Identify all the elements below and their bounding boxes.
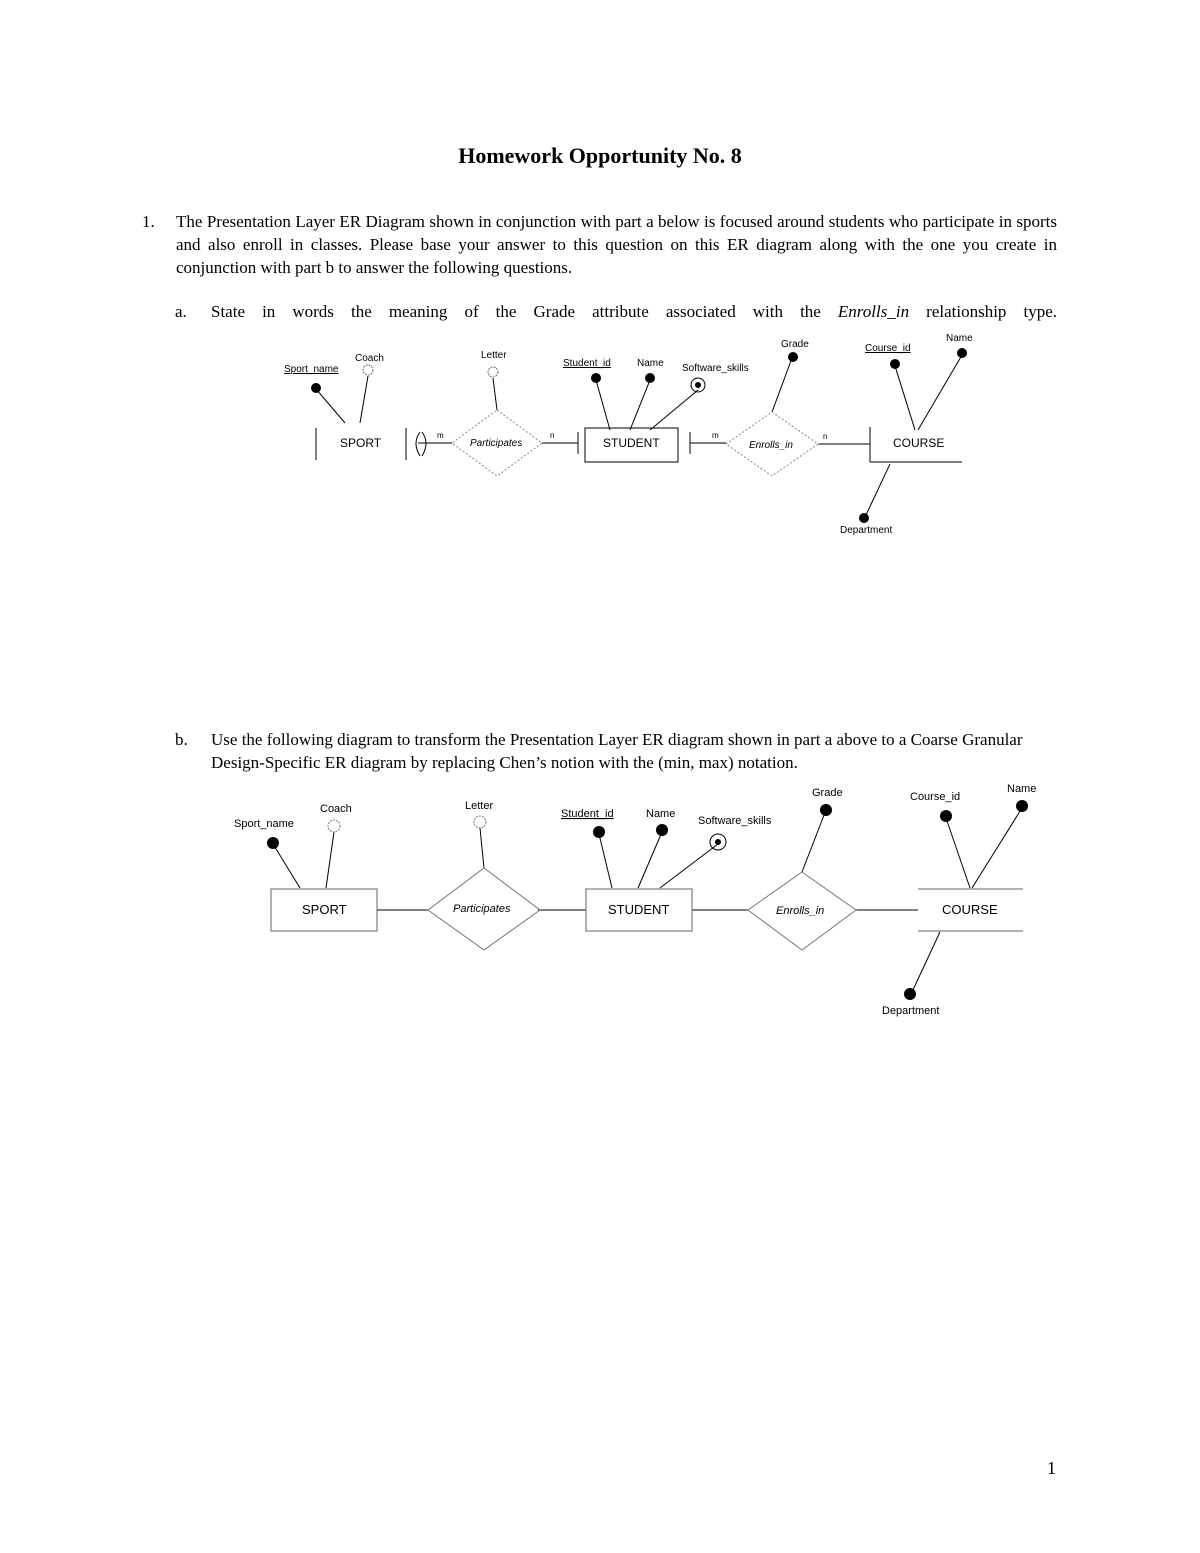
relationship-enrolls-in: Enrolls_in (776, 905, 825, 917)
part-b-text: Use the following diagram to transform the Presentation Layer ER diagram shown in part a above to a Coarse Granular Design-Specific ER diagram by replacing Chen’s notion with the (min, max) notation. (211, 730, 1023, 772)
attr-line (326, 832, 334, 888)
attr-line (480, 828, 484, 868)
part-b (175, 728, 1057, 774)
cardinality-label: n (550, 431, 555, 440)
attr-line (316, 389, 345, 423)
attr-department: Department (882, 1005, 940, 1017)
attr-course-name: Name (946, 333, 973, 344)
attr-sport-name: Sport_name (284, 364, 339, 375)
attr-grade: Grade (781, 339, 809, 350)
attr-software-skills: Software_skills (698, 815, 772, 827)
relationship-enrolls-in: Enrolls_in (749, 440, 793, 451)
letter-attr-icon (488, 367, 498, 377)
attr-line (599, 834, 612, 888)
attr-line (895, 366, 915, 430)
attr-coach: Coach (320, 803, 352, 815)
page-title: Homework Opportunity No. 8 (458, 143, 742, 168)
sport-name-key-icon (311, 383, 321, 393)
cardinality-label: n (823, 432, 828, 441)
attr-line (273, 844, 300, 888)
attr-software-skills: Software_skills (682, 363, 749, 374)
student-id-key-icon (591, 373, 601, 383)
attr-student-id: Student_id (563, 358, 611, 369)
student-id-key-icon (593, 826, 605, 838)
relationship-participates: Participates (453, 903, 511, 915)
entity-course: COURSE (893, 436, 945, 450)
attr-letter: Letter (465, 800, 494, 812)
part-a-text-before: State in words the meaning of the Grade attribute associated with the (211, 302, 821, 321)
grade-attr-icon (820, 804, 832, 816)
attr-name: Name (637, 358, 664, 369)
name-attr-icon (645, 373, 655, 383)
attr-line (660, 844, 718, 888)
entity-course: COURSE (942, 902, 998, 917)
attr-line (596, 380, 610, 430)
attr-course-name: Name (1007, 783, 1037, 795)
attr-coach: Coach (355, 353, 384, 364)
page-number: 1 (1047, 1458, 1056, 1478)
attr-line (772, 358, 792, 412)
attr-sport-name: Sport_name (234, 818, 294, 830)
part-a-label: a. (175, 302, 187, 321)
attr-line (802, 810, 826, 872)
attr-course-id: Course_id (910, 791, 961, 803)
part-a-text-after: relationship type. (926, 302, 1058, 321)
question-number: 1. (142, 212, 155, 231)
attr-line (638, 832, 662, 888)
attr-grade: Grade (812, 787, 843, 799)
sport-name-key-icon (267, 837, 279, 849)
attr-line (360, 376, 368, 423)
er-diagram-b (0, 780, 1200, 1030)
attr-line (493, 378, 497, 410)
attr-line (972, 808, 1022, 888)
attr-line (912, 932, 940, 992)
grade-attr-icon (788, 352, 798, 362)
cardinality-label: m (437, 431, 444, 440)
attr-line (630, 380, 650, 430)
coach-attr-icon (363, 365, 373, 375)
attr-line (866, 464, 890, 515)
attr-course-id: Course_id (865, 343, 911, 354)
er-diagram-a (0, 320, 1200, 550)
course-name-attr-icon (1016, 800, 1028, 812)
entity-student: STUDENT (603, 436, 660, 450)
part-b-label: b. (175, 730, 188, 749)
department-attr-icon (859, 513, 869, 523)
cardinality-label: m (712, 431, 719, 440)
attr-letter: Letter (481, 350, 507, 361)
relationship-participates: Participates (470, 438, 523, 449)
attr-student-id: Student_id (561, 808, 614, 820)
question-1 (142, 210, 1057, 279)
letter-attr-icon (474, 816, 486, 828)
course-id-key-icon (890, 359, 900, 369)
attr-line (650, 390, 698, 430)
attr-line (946, 818, 970, 888)
course-id-key-icon (940, 810, 952, 822)
entity-sport: SPORT (340, 436, 382, 450)
part-a-emphasis: Enrolls_in (837, 302, 910, 321)
attr-line (918, 355, 962, 430)
department-attr-icon (904, 988, 916, 1000)
attr-department: Department (840, 525, 893, 536)
attr-name: Name (646, 808, 676, 820)
coach-attr-icon (328, 820, 340, 832)
name-attr-icon (656, 824, 668, 836)
entity-student: STUDENT (608, 902, 670, 917)
entity-sport: SPORT (302, 902, 347, 917)
question-text: The Presentation Layer ER Diagram shown in conjunction with part a below is focused around students who participate in sports and also enroll in classes. Please base your answer to this question on this ER diagram along with the one you create in conjunction with part b to answer the following questions. (176, 212, 1057, 277)
course-name-attr-icon (957, 348, 967, 358)
